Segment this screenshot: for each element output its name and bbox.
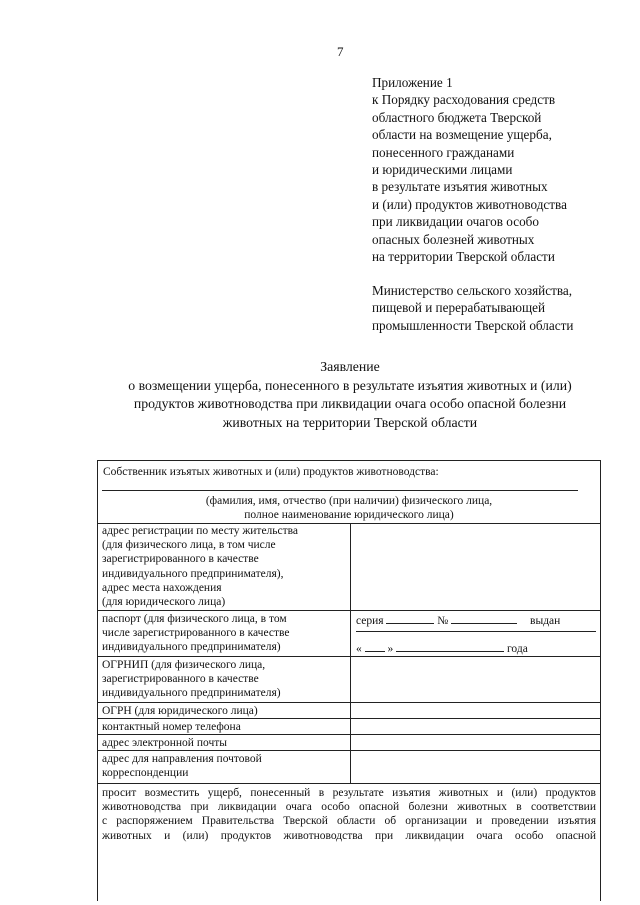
appendix-line: при ликвидации очагов особо [372,214,539,230]
appendix-block [372,74,567,265]
label-line: зарегистрированного в качестве [102,553,259,566]
label-line: (для юридического лица) [102,596,226,609]
date-open-quote: « [356,643,362,655]
label-line: ОГРНИП (для физического лица, [102,659,266,671]
appendix-line: Приложение 1 [372,75,453,90]
address-label [102,524,298,609]
label-line: индивидуального предпринимателя), [102,567,284,580]
postal-row [98,751,600,784]
passport-label [102,612,289,655]
postal-label [102,752,262,780]
label-line: (для физического лица, в том числе [102,539,276,552]
appendix-line: на территории Тверской области [372,249,555,265]
request-line: с распоряжением Правительства Тверской области об организации и проведении изъятия [102,815,596,828]
appendix-line: области на возмещение ущерба, [372,127,552,143]
label-line: индивидуального предпринимателя) [102,687,281,700]
label-line: паспорт (для физического лица, в том [102,613,287,625]
ogrn-label: ОГРН (для юридического лица) [102,705,258,717]
appendix-line: и (или) продуктов животноводства [372,196,567,212]
passport-year-label: года [507,643,528,655]
appendix-line: в результате изъятия животных [372,179,548,195]
ministry-line: пищевой и перерабатывающей [372,300,546,316]
passport-month-year-field[interactable] [396,641,504,652]
owner-note-line: (фамилия, имя, отчество (при наличии) физического лица, [205,495,493,507]
request-line: животных и (или) продуктов животноводства при ликвидации очага особо опасной [102,829,596,842]
application-form [97,460,601,901]
owner-header [98,461,600,524]
appendix-line: понесенного гражданами [372,144,515,160]
passport-number-field[interactable] [451,613,517,624]
passport-series-field[interactable] [386,613,434,624]
appendix-line: и юридическими лицами [372,162,513,178]
title-heading: Заявление [320,359,380,374]
label-line: адрес регистрации по месту жительства [102,525,299,537]
owner-name-field[interactable] [102,490,578,491]
passport-number-label: № [437,615,449,627]
passport-day-field[interactable] [365,641,385,652]
passport-series-label: серия [356,615,384,627]
passport-row [98,611,600,657]
passport-fields [356,613,596,656]
address-row [98,523,600,611]
passport-issuer-field[interactable] [356,631,596,632]
date-close-quote: » [387,643,394,655]
label-line: зарегистрированного в качестве [102,673,259,686]
label-line: адрес для направления почтовой [102,753,262,765]
ogrn-row [98,703,600,719]
ogrnip-label [102,658,281,701]
page-number: 7 [337,44,344,59]
passport-issued-label: выдан [530,615,561,627]
ministry-line: промышленности Тверской области [372,317,574,333]
ministry-addressee [372,282,573,334]
label-line: индивидуального предпринимателя) [102,641,281,654]
document-title [60,358,640,432]
title-line: продуктов животноводства при ликвидации очага особо опасной болезни [133,396,567,411]
email-row [98,735,600,751]
phone-label: контактный номер телефона [102,721,241,733]
label-line: корреспонденции [102,767,189,780]
request-line: животноводства при ликвидации очага особо опасной болезни животных в соответствии [102,801,596,814]
request-text [102,786,596,843]
appendix-line: к Порядку расходования средств [372,92,556,108]
request-line: просит возместить ущерб, понесенный в результате изъятия животных и (или) продуктов [102,787,596,799]
owner-label: Собственник изъятых животных и (или) продуктов животноводства: [103,466,439,478]
owner-note-line: полное наименование юридического лица) [244,509,454,522]
label-line: адрес места нахождения [102,581,222,594]
title-line: о возмещении ущерба, понесенного в результате изъятия животных и (или) [128,377,572,393]
phone-row [98,719,600,735]
appendix-line: опасных болезней животных [372,231,535,247]
ogrnip-row [98,657,600,703]
title-line: животных на территории Тверской области [222,414,478,430]
ministry-line: Министерство сельского хозяйства, [372,283,573,298]
label-line: числе зарегистрированного в качестве [102,627,290,640]
appendix-line: областного бюджета Тверской [372,109,542,125]
email-label: адрес электронной почты [102,737,227,749]
owner-note [98,494,600,522]
